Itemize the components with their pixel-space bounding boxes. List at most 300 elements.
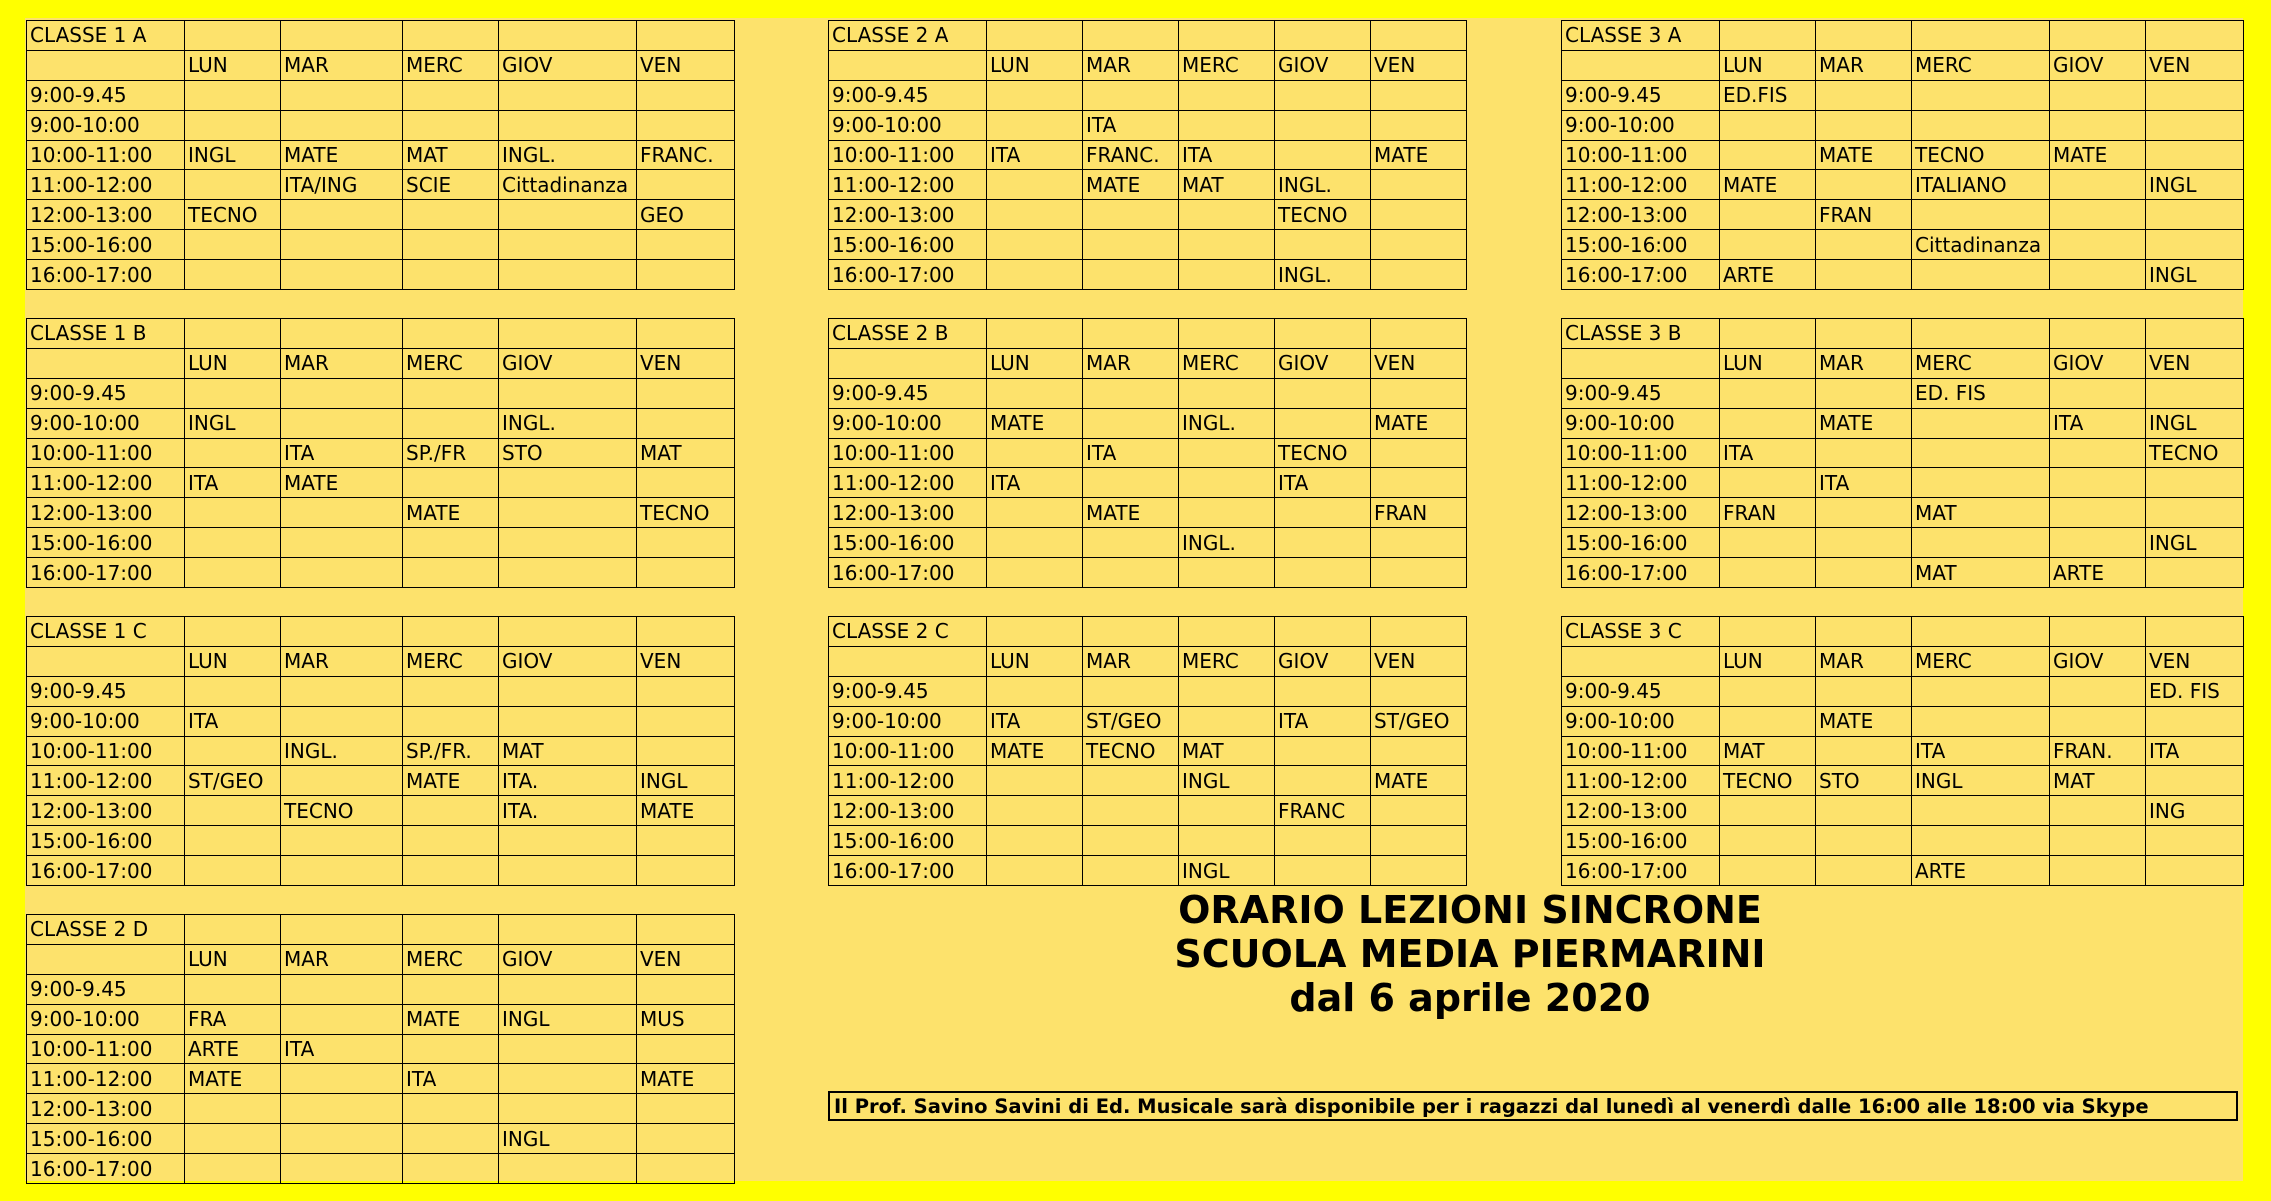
subject-cell bbox=[1720, 826, 1816, 856]
time-slot: 10:00-11:00 bbox=[27, 140, 185, 170]
subject-cell: INGL. bbox=[1179, 528, 1275, 558]
class-header-row bbox=[27, 617, 735, 647]
time-row bbox=[829, 498, 1467, 528]
class-name: CLASSE 3 A bbox=[1562, 21, 1720, 51]
day-header: GIOV bbox=[1275, 348, 1371, 378]
time-slot: 10:00-11:00 bbox=[829, 736, 987, 766]
subject-cell bbox=[1371, 676, 1467, 706]
subject-cell: MATE bbox=[1720, 170, 1816, 200]
subject-cell: TECNO bbox=[1912, 140, 2050, 170]
subject-cell bbox=[1720, 856, 1816, 886]
time-row bbox=[27, 1004, 735, 1034]
subject-cell: SP./FR. bbox=[403, 736, 499, 766]
subject-cell bbox=[185, 826, 281, 856]
subject-cell: MAT bbox=[1912, 498, 2050, 528]
empty-cell bbox=[829, 646, 987, 676]
subject-cell bbox=[1816, 260, 1912, 290]
time-row bbox=[27, 260, 735, 290]
subject-cell bbox=[2050, 676, 2146, 706]
subject-cell: ITA bbox=[1912, 736, 2050, 766]
subject-cell: STO bbox=[499, 438, 637, 468]
subject-cell bbox=[1720, 528, 1816, 558]
empty-cell bbox=[987, 21, 1083, 51]
day-header: MAR bbox=[281, 348, 403, 378]
subject-cell bbox=[1275, 110, 1371, 140]
subject-cell bbox=[2146, 498, 2244, 528]
empty-cell bbox=[1371, 617, 1467, 647]
subject-cell bbox=[1179, 260, 1275, 290]
subject-cell bbox=[1083, 408, 1179, 438]
empty-cell bbox=[2050, 21, 2146, 51]
subject-cell bbox=[1083, 200, 1179, 230]
empty-cell bbox=[403, 21, 499, 51]
subject-cell: ITA bbox=[987, 468, 1083, 498]
time-slot: 16:00-17:00 bbox=[27, 260, 185, 290]
subject-cell bbox=[1275, 140, 1371, 170]
empty-cell bbox=[1179, 617, 1275, 647]
subject-cell: MATE bbox=[1083, 170, 1179, 200]
subject-cell: ITA bbox=[987, 140, 1083, 170]
subject-cell: MAT bbox=[2050, 766, 2146, 796]
subject-cell bbox=[499, 676, 637, 706]
subject-cell: INGL. bbox=[499, 140, 637, 170]
empty-cell bbox=[1562, 50, 1720, 80]
subject-cell bbox=[1371, 826, 1467, 856]
empty-cell bbox=[1179, 21, 1275, 51]
subject-cell: MATE bbox=[1816, 706, 1912, 736]
subject-cell bbox=[403, 974, 499, 1004]
subject-cell bbox=[2146, 140, 2244, 170]
subject-cell: ITA bbox=[2050, 408, 2146, 438]
subject-cell bbox=[1371, 796, 1467, 826]
time-slot: 12:00-13:00 bbox=[829, 796, 987, 826]
subject-cell bbox=[185, 230, 281, 260]
empty-cell bbox=[1816, 319, 1912, 349]
subject-cell bbox=[281, 408, 403, 438]
subject-cell bbox=[2050, 498, 2146, 528]
time-slot: 9:00-10:00 bbox=[1562, 110, 1720, 140]
subject-cell bbox=[2050, 378, 2146, 408]
subject-cell bbox=[987, 498, 1083, 528]
subject-cell: ST/GEO bbox=[1083, 706, 1179, 736]
subject-cell bbox=[281, 766, 403, 796]
subject-cell bbox=[499, 498, 637, 528]
day-header: VEN bbox=[1371, 646, 1467, 676]
empty-cell bbox=[987, 319, 1083, 349]
subject-cell: TECNO bbox=[1275, 438, 1371, 468]
timetable-classe-2-b bbox=[828, 318, 1467, 588]
time-slot: 9:00-10:00 bbox=[829, 110, 987, 140]
subject-cell bbox=[185, 558, 281, 588]
subject-cell bbox=[281, 498, 403, 528]
subject-cell bbox=[987, 796, 1083, 826]
time-slot: 9:00-10:00 bbox=[1562, 706, 1720, 736]
subject-cell bbox=[499, 856, 637, 886]
empty-cell bbox=[499, 319, 637, 349]
time-row bbox=[1562, 766, 2244, 796]
subject-cell: MAT bbox=[1912, 558, 2050, 588]
subject-cell bbox=[1371, 110, 1467, 140]
subject-cell bbox=[1720, 378, 1816, 408]
day-header: MERC bbox=[403, 50, 499, 80]
subject-cell bbox=[1720, 558, 1816, 588]
subject-cell bbox=[1816, 80, 1912, 110]
subject-cell bbox=[281, 856, 403, 886]
subject-cell bbox=[1371, 528, 1467, 558]
subject-cell bbox=[403, 468, 499, 498]
subject-cell bbox=[2146, 766, 2244, 796]
subject-cell bbox=[403, 706, 499, 736]
subject-cell bbox=[637, 1094, 735, 1124]
empty-cell bbox=[1720, 21, 1816, 51]
day-header-row bbox=[829, 646, 1467, 676]
empty-cell bbox=[499, 21, 637, 51]
empty-cell bbox=[27, 50, 185, 80]
empty-cell bbox=[2050, 617, 2146, 647]
subject-cell bbox=[1816, 856, 1912, 886]
subject-cell: MATE bbox=[1371, 766, 1467, 796]
subject-cell bbox=[2050, 170, 2146, 200]
subject-cell: FRANC. bbox=[637, 140, 735, 170]
time-row bbox=[829, 110, 1467, 140]
time-slot: 16:00-17:00 bbox=[27, 1154, 185, 1184]
day-header-row bbox=[27, 646, 735, 676]
subject-cell bbox=[185, 438, 281, 468]
time-slot: 10:00-11:00 bbox=[27, 438, 185, 468]
subject-cell bbox=[1083, 528, 1179, 558]
subject-cell bbox=[2050, 200, 2146, 230]
day-header: GIOV bbox=[2050, 348, 2146, 378]
day-header-row bbox=[27, 50, 735, 80]
empty-cell bbox=[27, 944, 185, 974]
subject-cell bbox=[1816, 110, 1912, 140]
empty-cell bbox=[499, 915, 637, 945]
subject-cell bbox=[185, 736, 281, 766]
subject-cell bbox=[2146, 468, 2244, 498]
subject-cell bbox=[499, 1154, 637, 1184]
subject-cell bbox=[2050, 80, 2146, 110]
empty-cell bbox=[1083, 319, 1179, 349]
subject-cell: MATE bbox=[185, 1064, 281, 1094]
time-row bbox=[27, 528, 735, 558]
empty-cell bbox=[403, 319, 499, 349]
timetable-classe-1-b bbox=[26, 318, 735, 588]
subject-cell bbox=[2050, 856, 2146, 886]
day-header-row bbox=[1562, 50, 2244, 80]
subject-cell bbox=[2050, 528, 2146, 558]
time-row bbox=[27, 676, 735, 706]
subject-cell bbox=[1912, 796, 2050, 826]
time-row bbox=[829, 468, 1467, 498]
subject-cell: INGL. bbox=[499, 408, 637, 438]
time-row bbox=[829, 170, 1467, 200]
subject-cell: INGL bbox=[499, 1004, 637, 1034]
subject-cell bbox=[987, 378, 1083, 408]
time-row bbox=[829, 378, 1467, 408]
time-row bbox=[27, 796, 735, 826]
time-slot: 12:00-13:00 bbox=[1562, 498, 1720, 528]
subject-cell: ST/GEO bbox=[185, 766, 281, 796]
subject-cell: ITA. bbox=[499, 766, 637, 796]
subject-cell bbox=[637, 974, 735, 1004]
subject-cell bbox=[499, 826, 637, 856]
class-name: CLASSE 2 D bbox=[27, 915, 185, 945]
time-slot: 16:00-17:00 bbox=[829, 558, 987, 588]
time-slot: 11:00-12:00 bbox=[27, 170, 185, 200]
subject-cell bbox=[1816, 676, 1912, 706]
subject-cell bbox=[281, 676, 403, 706]
subject-cell: INGL bbox=[1912, 766, 2050, 796]
time-row bbox=[27, 1064, 735, 1094]
subject-cell bbox=[1083, 766, 1179, 796]
subject-cell bbox=[1371, 230, 1467, 260]
day-header: LUN bbox=[1720, 50, 1816, 80]
time-slot: 10:00-11:00 bbox=[27, 736, 185, 766]
subject-cell: FRA bbox=[185, 1004, 281, 1034]
time-row bbox=[829, 230, 1467, 260]
subject-cell bbox=[1912, 468, 2050, 498]
subject-cell bbox=[1912, 110, 2050, 140]
time-row bbox=[27, 736, 735, 766]
day-header: GIOV bbox=[499, 646, 637, 676]
subject-cell bbox=[2146, 200, 2244, 230]
subject-cell bbox=[185, 1094, 281, 1124]
time-slot: 9:00-10:00 bbox=[27, 1004, 185, 1034]
subject-cell bbox=[1371, 558, 1467, 588]
time-row bbox=[27, 1094, 735, 1124]
subject-cell: MAT bbox=[1179, 736, 1275, 766]
day-header-row bbox=[1562, 646, 2244, 676]
subject-cell bbox=[1083, 856, 1179, 886]
empty-cell bbox=[1816, 617, 1912, 647]
time-slot: 15:00-16:00 bbox=[27, 826, 185, 856]
subject-cell: SP./FR bbox=[403, 438, 499, 468]
subject-cell bbox=[637, 826, 735, 856]
subject-cell: ARTE bbox=[1720, 260, 1816, 290]
time-slot: 15:00-16:00 bbox=[829, 826, 987, 856]
subject-cell bbox=[2050, 110, 2146, 140]
subject-cell: MAT bbox=[637, 438, 735, 468]
subject-cell bbox=[637, 558, 735, 588]
time-row bbox=[1562, 528, 2244, 558]
subject-cell: FRANC. bbox=[1083, 140, 1179, 170]
subject-cell bbox=[403, 230, 499, 260]
day-header: MERC bbox=[1912, 50, 2050, 80]
day-header: MAR bbox=[281, 646, 403, 676]
empty-cell bbox=[185, 617, 281, 647]
subject-cell bbox=[1179, 796, 1275, 826]
subject-cell bbox=[1275, 80, 1371, 110]
subject-cell bbox=[1371, 200, 1467, 230]
subject-cell bbox=[1371, 856, 1467, 886]
class-header-row bbox=[1562, 319, 2244, 349]
timetable-classe-1-a bbox=[26, 20, 735, 290]
class-name: CLASSE 1 C bbox=[27, 617, 185, 647]
subject-cell bbox=[281, 558, 403, 588]
subject-cell bbox=[1720, 706, 1816, 736]
subject-cell: ITA bbox=[1275, 468, 1371, 498]
subject-cell bbox=[1912, 706, 2050, 736]
day-header: MERC bbox=[403, 944, 499, 974]
day-header-row bbox=[829, 50, 1467, 80]
subject-cell bbox=[1083, 80, 1179, 110]
time-row bbox=[829, 528, 1467, 558]
day-header: MAR bbox=[1816, 646, 1912, 676]
empty-cell bbox=[2146, 617, 2244, 647]
empty-cell bbox=[1275, 21, 1371, 51]
empty-cell bbox=[1720, 617, 1816, 647]
subject-cell bbox=[1275, 378, 1371, 408]
time-slot: 11:00-12:00 bbox=[1562, 170, 1720, 200]
empty-cell bbox=[1912, 319, 2050, 349]
subject-cell: MATE bbox=[987, 408, 1083, 438]
time-slot: 16:00-17:00 bbox=[1562, 856, 1720, 886]
class-header-row bbox=[27, 915, 735, 945]
subject-cell bbox=[987, 766, 1083, 796]
empty-cell bbox=[1720, 319, 1816, 349]
time-slot: 9:00-10:00 bbox=[27, 706, 185, 736]
subject-cell bbox=[185, 676, 281, 706]
empty-cell bbox=[1275, 617, 1371, 647]
subject-cell bbox=[403, 826, 499, 856]
subject-cell bbox=[185, 1154, 281, 1184]
day-header: VEN bbox=[637, 50, 735, 80]
subject-cell: MUS bbox=[637, 1004, 735, 1034]
time-row bbox=[829, 706, 1467, 736]
class-header-row bbox=[27, 319, 735, 349]
day-header: MAR bbox=[1816, 50, 1912, 80]
time-slot: 10:00-11:00 bbox=[27, 1034, 185, 1064]
subject-cell bbox=[1275, 230, 1371, 260]
empty-cell bbox=[829, 50, 987, 80]
subject-cell bbox=[403, 1094, 499, 1124]
subject-cell bbox=[1816, 230, 1912, 260]
subject-cell bbox=[1371, 260, 1467, 290]
subject-cell: FRAN. bbox=[2050, 736, 2146, 766]
day-header: MERC bbox=[403, 646, 499, 676]
subject-cell: TECNO bbox=[2146, 438, 2244, 468]
class-header-row bbox=[27, 21, 735, 51]
empty-cell bbox=[1371, 21, 1467, 51]
subject-cell bbox=[1720, 140, 1816, 170]
time-row bbox=[27, 706, 735, 736]
time-row bbox=[1562, 110, 2244, 140]
class-name: CLASSE 3 C bbox=[1562, 617, 1720, 647]
subject-cell: FRAN bbox=[1816, 200, 1912, 230]
subject-cell bbox=[1720, 468, 1816, 498]
empty-cell bbox=[829, 348, 987, 378]
time-slot: 16:00-17:00 bbox=[1562, 558, 1720, 588]
class-name: CLASSE 1 B bbox=[27, 319, 185, 349]
subject-cell bbox=[1275, 676, 1371, 706]
subject-cell: INGL bbox=[2146, 528, 2244, 558]
subject-cell bbox=[637, 408, 735, 438]
subject-cell bbox=[1720, 408, 1816, 438]
time-slot: 11:00-12:00 bbox=[1562, 468, 1720, 498]
time-row bbox=[829, 260, 1467, 290]
subject-cell: ITA bbox=[987, 706, 1083, 736]
subject-cell bbox=[1371, 80, 1467, 110]
subject-cell bbox=[1912, 80, 2050, 110]
subject-cell bbox=[403, 408, 499, 438]
day-header: MERC bbox=[403, 348, 499, 378]
subject-cell bbox=[1083, 676, 1179, 706]
time-row bbox=[1562, 80, 2244, 110]
time-row bbox=[1562, 676, 2244, 706]
subject-cell bbox=[499, 378, 637, 408]
day-header: MAR bbox=[281, 944, 403, 974]
empty-cell bbox=[987, 617, 1083, 647]
subject-cell: ITA bbox=[1083, 110, 1179, 140]
subject-cell: MATE bbox=[1816, 140, 1912, 170]
class-header-row bbox=[1562, 617, 2244, 647]
day-header: GIOV bbox=[2050, 50, 2146, 80]
day-header: MAR bbox=[281, 50, 403, 80]
time-slot: 9:00-9.45 bbox=[27, 974, 185, 1004]
subject-cell: MATE bbox=[1083, 498, 1179, 528]
empty-cell bbox=[281, 21, 403, 51]
subject-cell: ITA bbox=[1083, 438, 1179, 468]
subject-cell bbox=[499, 230, 637, 260]
time-row bbox=[27, 1124, 735, 1154]
subject-cell bbox=[1083, 558, 1179, 588]
time-row bbox=[27, 140, 735, 170]
subject-cell: INGL bbox=[2146, 170, 2244, 200]
time-slot: 12:00-13:00 bbox=[1562, 200, 1720, 230]
subject-cell: STO bbox=[1816, 766, 1912, 796]
subject-cell: INGL. bbox=[1275, 170, 1371, 200]
timetable-classe-2-a bbox=[828, 20, 1467, 290]
time-slot: 12:00-13:00 bbox=[829, 498, 987, 528]
time-row bbox=[829, 140, 1467, 170]
class-header-row bbox=[829, 21, 1467, 51]
time-row bbox=[1562, 706, 2244, 736]
time-slot: 9:00-10:00 bbox=[829, 706, 987, 736]
subject-cell: ED.FIS bbox=[1720, 80, 1816, 110]
subject-cell bbox=[499, 528, 637, 558]
class-name: CLASSE 3 B bbox=[1562, 319, 1720, 349]
subject-cell: ITA bbox=[403, 1064, 499, 1094]
time-row bbox=[829, 796, 1467, 826]
subject-cell bbox=[403, 1034, 499, 1064]
time-slot: 15:00-16:00 bbox=[829, 230, 987, 260]
subject-cell bbox=[499, 110, 637, 140]
subject-cell bbox=[1083, 230, 1179, 260]
subject-cell bbox=[1912, 826, 2050, 856]
subject-cell: INGL bbox=[499, 1124, 637, 1154]
subject-cell bbox=[499, 468, 637, 498]
subject-cell bbox=[987, 80, 1083, 110]
day-header: MERC bbox=[1912, 348, 2050, 378]
subject-cell bbox=[403, 676, 499, 706]
time-row bbox=[829, 200, 1467, 230]
subject-cell: ITALIANO bbox=[1912, 170, 2050, 200]
page-title bbox=[840, 888, 2100, 1020]
time-row bbox=[27, 408, 735, 438]
subject-cell bbox=[185, 170, 281, 200]
empty-cell bbox=[1912, 617, 2050, 647]
subject-cell: ST/GEO bbox=[1371, 706, 1467, 736]
time-slot: 9:00-9.45 bbox=[27, 378, 185, 408]
day-header: MAR bbox=[1083, 646, 1179, 676]
time-slot: 10:00-11:00 bbox=[829, 140, 987, 170]
subject-cell: ITA bbox=[1179, 140, 1275, 170]
subject-cell bbox=[637, 378, 735, 408]
title-line-3: dal 6 aprile 2020 bbox=[1289, 976, 1651, 1020]
subject-cell bbox=[2146, 80, 2244, 110]
class-name: CLASSE 1 A bbox=[27, 21, 185, 51]
subject-cell bbox=[1275, 408, 1371, 438]
